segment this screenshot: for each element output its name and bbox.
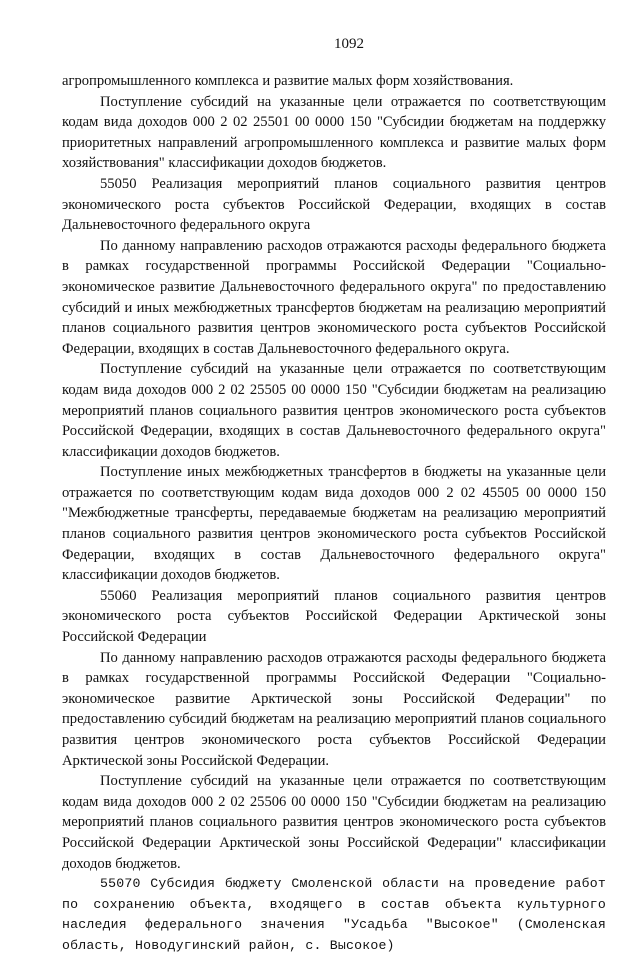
paragraph: 55060 Реализация мероприятий планов социального развития центров экономического роста субъектов Российской Федерации Арктической зоны Российской Федерации	[62, 587, 606, 646]
paragraph: Поступление субсидий на указанные цели отражается по соответствующим кодам вида доходов 000 2 02 25506 00 0000 150 "Субсидии бюджетам на реализацию мероприятий планов социального развития центров экономического роста субъектов Российской Федерации Арктической зоны Российской Федерации" классификации доходов бюджетов.	[62, 773, 606, 872]
paragraph: Поступление иных межбюджетных трансфертов в бюджеты на указанные цели отражается по соответствующим кодам вида доходов 000 2 02 45505 00 0000 150 "Межбюджетные трансферты, передаваемые бюджетам на реализацию мероприятий планов социального развития центров экономического роста субъектов Российской Федерации, входящих в состав Дальневосточного федерального округа" классификации доходов бюджетов.	[62, 464, 606, 584]
paragraph: 55070 Субсидия бюджету Смоленской области на проведение работ по сохранению объекта, входящего в состав объекта культурного наследия федерального значения "Усадьба "Высокое" (Смоленская область, Новодугинский район, с. Высокое)	[62, 876, 606, 953]
paragraph: Поступление субсидий на указанные цели отражается по соответствующим кодам вида доходов 000 2 02 25501 00 0000 150 "Субсидии бюджетам на поддержку приоритетных направлений агропромышленного комплекса и развитие малых форм хозяйствования" классификации доходов бюджетов.	[62, 93, 606, 172]
paragraph: По данному направлению расходов отражаются расходы федерального бюджета в рамках государственной программы Российской Федерации "Социально-экономическое развитие Дальневосточного федерального округа" по предоставлению субсидий и иных межбюджетных трансфертов бюджетам на реализацию мероприятий планов социального развития центров экономического роста субъектов Российской Федерации, входящих в состав Дальневосточного федерального округа.	[62, 237, 606, 357]
page-number: 1092	[334, 36, 364, 52]
paragraph: 55050 Реализация мероприятий планов социального развития центров экономического роста субъектов Российской Федерации, входящих в состав Дальневосточного федерального округа	[62, 175, 606, 234]
paragraph: Поступление субсидий на указанные цели отражается по соответствующим кодам вида доходов 000 2 02 25505 00 0000 150 "Субсидии бюджетам на реализацию мероприятий планов социального развития центров экономического роста субъектов Российской Федерации, входящих в состав Дальневосточного федерального округа" классификации доходов бюджетов.	[62, 361, 606, 460]
paragraph: По данному направлению расходов отражаются расходы федерального бюджета в рамках государственной программы Российской Федерации "Социально-экономическое развитие Арктической зоны Российской Федерации" по предоставлению субсидий бюджетам на реализацию мероприятий планов социального развития центров экономического роста субъектов Российской Федерации Арктической зоны Российской Федерации.	[62, 649, 606, 769]
paragraph: агропромышленного комплекса и развитие малых форм хозяйствования.	[62, 73, 514, 89]
document-body	[62, 71, 606, 957]
